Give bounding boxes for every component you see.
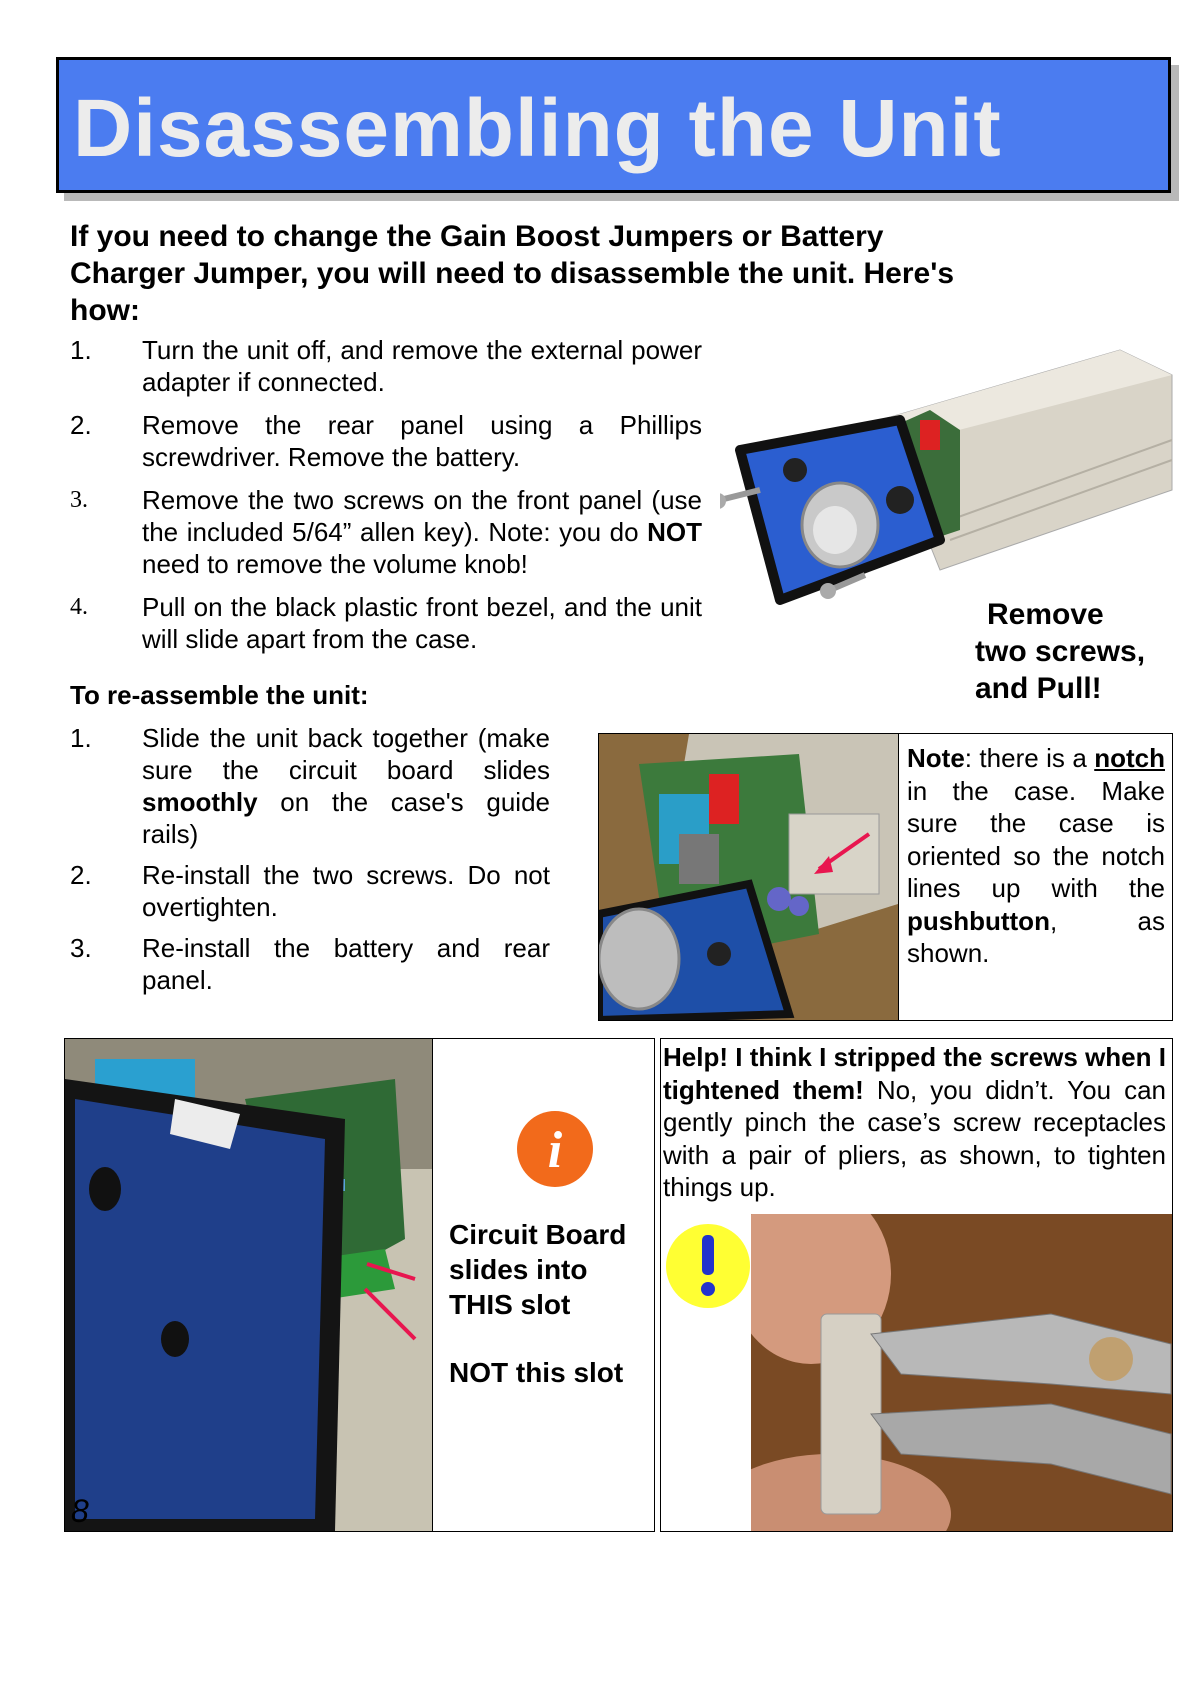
unit-disassembly-photo: [720, 340, 1180, 640]
pushbutton-word: pushbutton: [907, 905, 1050, 936]
note-text-part: : there is a: [964, 743, 1095, 773]
svg-text:i: i: [547, 1122, 563, 1179]
reassemble-heading: To re-assemble the unit:: [70, 680, 369, 710]
caption-line: and Pull!: [975, 672, 1102, 705]
warning-icon: [663, 1221, 753, 1311]
intro-text: If you need to change the Gain Boost Jumpers or Battery Charger Jumper, you will need to disassemble the unit. Here's how:: [70, 220, 955, 327]
help-question: Help! I think I stripped the screws when I tightened them!: [663, 1042, 1166, 1105]
step-text: Turn the unit off, and remove the external power adapter if connected.: [142, 335, 702, 397]
page-number: 8: [71, 1493, 89, 1529]
note-text-part: in the case. Make sure the case is oriented so the notch lines up with the: [907, 775, 1165, 903]
page-title: Disassembling the Unit: [73, 83, 1002, 174]
reassemble-step-3: [70, 932, 550, 996]
step-number: 3.: [70, 933, 92, 963]
notch-note-box: [598, 733, 1173, 1021]
step-number: 1.: [70, 723, 92, 753]
step-3: [70, 484, 702, 580]
step-emphasis: smoothly: [142, 787, 258, 817]
step-text: need to remove the volume knob!: [142, 549, 528, 579]
step-text: Slide the unit back together (make sure the circuit board slides: [142, 723, 550, 785]
reassembly-steps: [70, 722, 550, 1005]
title-banner: [56, 57, 1171, 193]
step-number: 1.: [70, 335, 92, 365]
step-1: [70, 334, 702, 398]
step-number: 2.: [70, 860, 92, 890]
note-text-part: , as shown.: [907, 905, 1165, 968]
disassembly-steps: [70, 334, 702, 666]
step-text: Pull on the black plastic front bezel, and the unit will slide apart from the case.: [142, 592, 702, 654]
slot-caption: [449, 1217, 626, 1322]
note-label: Note: [907, 743, 965, 773]
slot-info-box: [64, 1038, 655, 1532]
help-tip-box: [660, 1038, 1173, 1532]
step-text: Remove the rear panel using a Phillips screwdriver. Remove the battery.: [142, 410, 702, 472]
step-number: 3.: [70, 487, 88, 513]
step-text: Re-install the two screws. Do not overtighten.: [142, 860, 550, 922]
caption-line: slides into: [449, 1254, 588, 1285]
notch-photo: [599, 734, 899, 1020]
step-4: [70, 591, 702, 655]
help-text: [663, 1041, 1166, 1204]
step-2: [70, 409, 702, 473]
photo-caption: [975, 596, 1145, 707]
reassemble-step-1: [70, 722, 550, 850]
step-emphasis: NOT: [647, 517, 702, 547]
step-number: 4.: [70, 594, 88, 620]
step-text: Remove the two screws on the front panel (use the included 5/64” allen key). Note: you do: [142, 485, 702, 547]
help-answer: No, you didn’t. You can gently pinch the case’s screw receptacles with a pair of pliers, as shown, to tighten things up.: [663, 1074, 1166, 1202]
circuit-board-slot-photo: [65, 1039, 433, 1531]
step-text: on the case's guide rails): [142, 787, 550, 849]
step-number: 2.: [70, 410, 92, 440]
info-icon: [515, 1109, 595, 1189]
step-text: Re-install the battery and rear panel.: [142, 933, 550, 995]
notch-word: notch: [1094, 743, 1165, 773]
not-slot-caption: NOT this slot: [449, 1357, 624, 1388]
caption-line: THIS slot: [449, 1289, 571, 1320]
note-text: [907, 742, 1165, 970]
pliers-photo: [751, 1214, 1172, 1531]
caption-line: Circuit Board: [449, 1219, 627, 1250]
caption-line: two screws,: [975, 635, 1146, 668]
reassemble-step-2: [70, 859, 550, 923]
caption-line: Remove: [987, 598, 1104, 631]
